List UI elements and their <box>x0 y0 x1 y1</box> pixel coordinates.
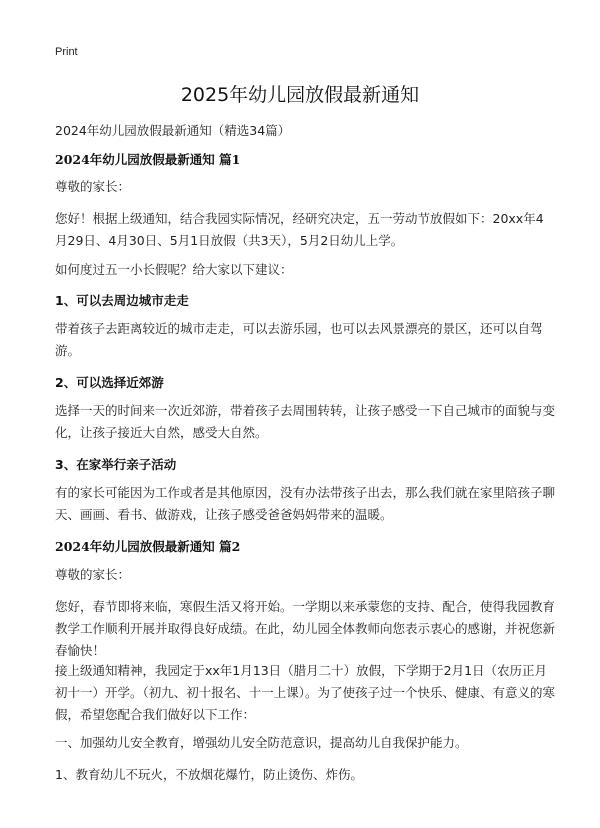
article1-subtext-1: 带着孩子去距离较近的城市走走，可以去游乐园，也可以去风景漂亮的景区，还可以自驾游。 <box>55 321 543 358</box>
page-title: 2025年幼儿园放假最新通知 <box>180 84 420 106</box>
article1-subheading-3: 3、在家举行亲子活动 <box>55 457 177 472</box>
article2-paragraph-3: 一、加强幼儿安全教育，增强幼儿安全防范意识，提高幼儿自我保护能力。 <box>55 735 468 750</box>
article1-subtext-2: 选择一天的时间来一次近郊游，带着孩子去周围转转，让孩子感受一下自己城市的面貌与变化，让孩子接近大自然，感受大自然。 <box>55 403 556 440</box>
article1-subtext-3: 有的家长可能因为工作或者是其他原因，没有办法带孩子出去，那么我们就在家里陪孩子聊天、画画、看书、做游戏，让孩子感受爸爸妈妈带来的温暖。 <box>55 485 556 522</box>
print-label[interactable]: Print <box>55 46 78 58</box>
article2-paragraph-1: 您好，春节即将来临，寒假生活又将开始。一学期以来承蒙您的支持、配合，使得我园教育教学工作顺利开展并取得良好成绩。在此，幼儿园全体教师向您表示衷心的感谢，并祝您新春愉快！ <box>55 599 556 658</box>
article1-greeting: 尊敬的家长： <box>55 179 131 194</box>
document-subtitle: 2024年幼儿园放假最新通知（精选34篇） <box>55 123 291 138</box>
article2-greeting: 尊敬的家长： <box>55 567 131 582</box>
article1-paragraph-2: 如何度过五一小长假呢？给大家以下建议： <box>55 262 293 277</box>
article1-paragraph-1: 您好！根据上级通知，结合我园实际情况，经研究决定，五一劳动节放假如下：20xx年4月29日、4月30日、5月1日放假（共3天），5月2日幼儿上学。 <box>55 211 544 248</box>
article1-heading: 2024年幼儿园放假最新通知 篇1 <box>55 152 241 167</box>
article1-subheading-1: 1、可以去周边城市走走 <box>55 293 189 308</box>
article2-paragraph-2: 接上级通知精神，我园定于xx年1月13日（腊月二十）放假，下学期于2月1日（农历正月初十一）开学。（初九、初十报名、十一上课）。为了使孩子过一个快乐、健康、有意义的寒假，希望您配合我们做好以下工作： <box>55 663 556 722</box>
article2-heading: 2024年幼儿园放假最新通知 篇2 <box>55 539 241 554</box>
article1-subheading-2: 2、可以选择近郊游 <box>55 375 164 390</box>
article2-paragraph-4: 1、教育幼儿不玩火，不放烟花爆竹，防止烫伤、炸伤。 <box>55 767 363 782</box>
